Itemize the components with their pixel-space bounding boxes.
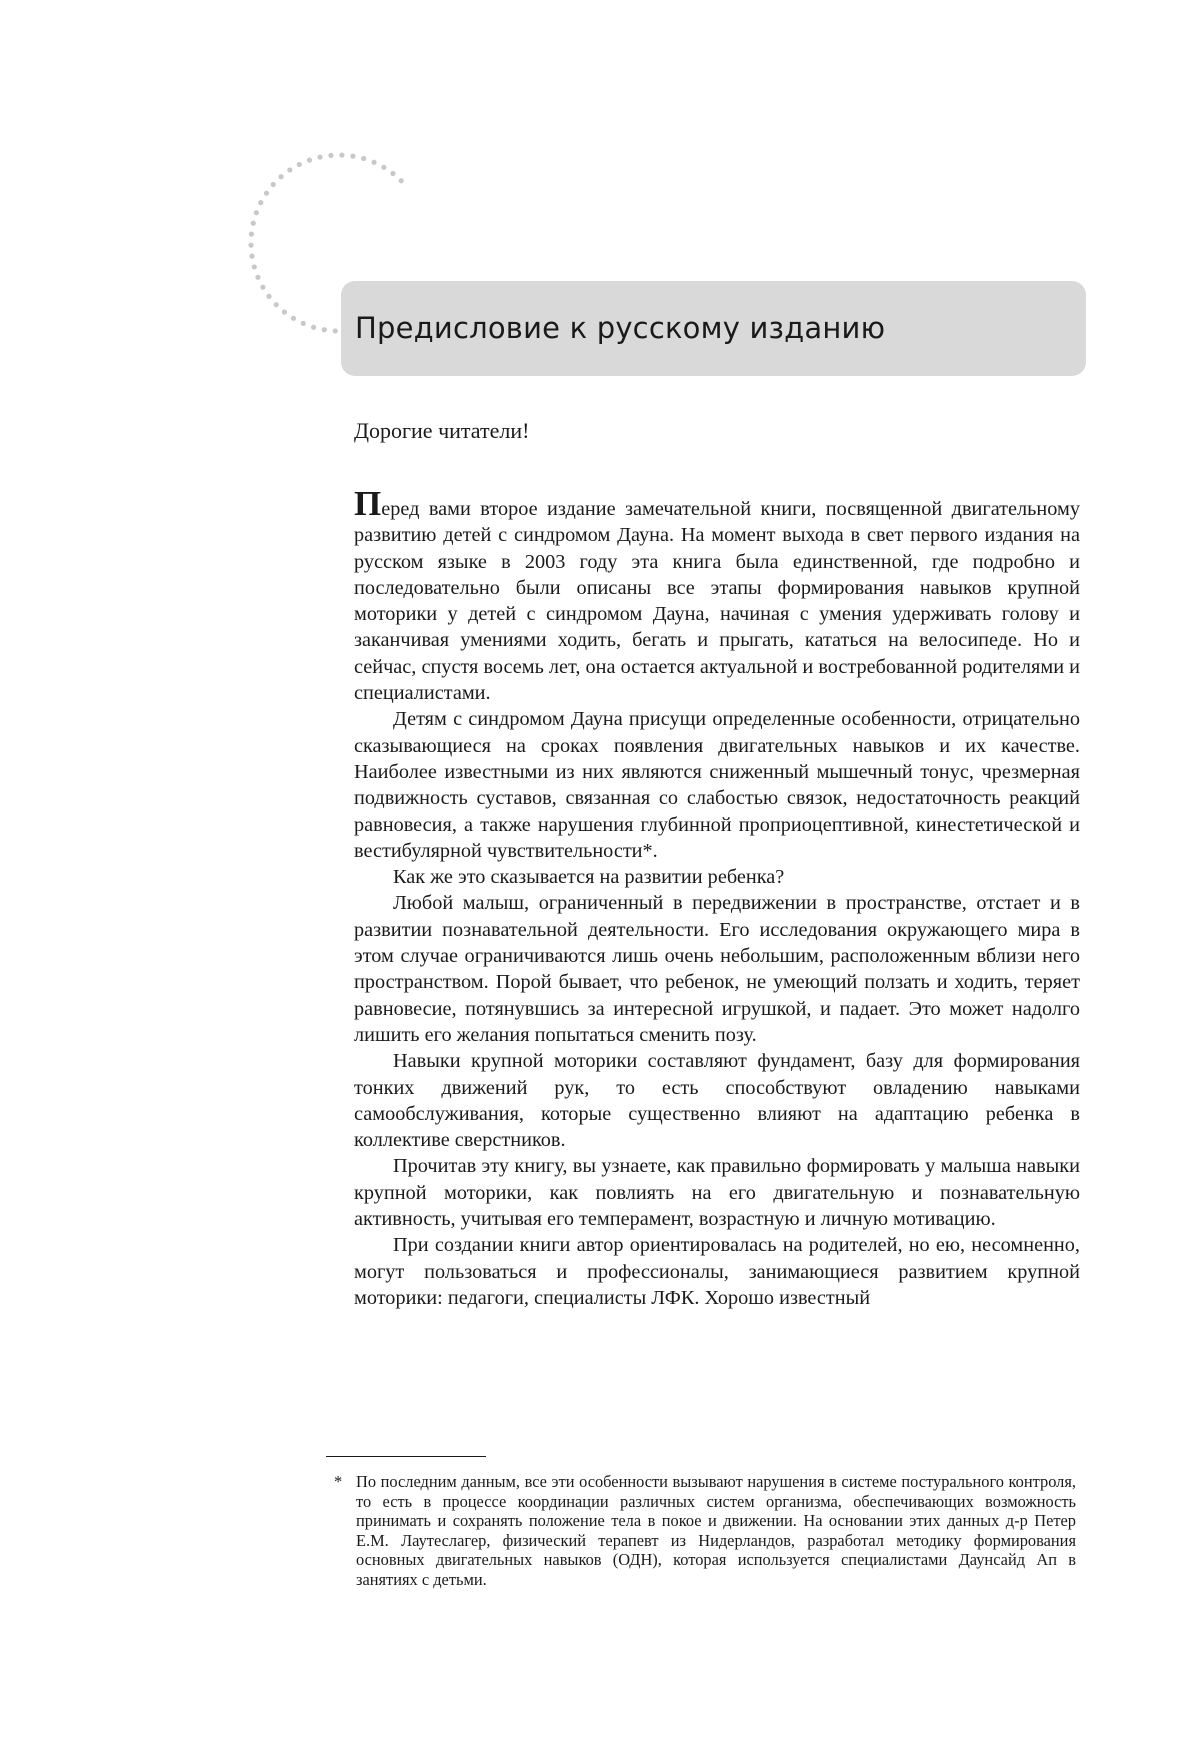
ring-dot <box>258 200 263 205</box>
ring-dot <box>249 232 254 237</box>
ring-dot <box>399 178 404 183</box>
ring-dot <box>311 325 316 330</box>
ring-dot <box>297 162 302 167</box>
footnote <box>334 1472 1076 1590</box>
paragraph-3: Как же это сказывается на развитии ребенка? <box>393 866 785 889</box>
ring-dot <box>255 275 260 280</box>
footnote-divider <box>326 1456 486 1457</box>
ring-dot <box>282 309 287 314</box>
paragraph-4: Любой малыш, ограниченный в передвижении в пространстве, отстает и в развитии познавательной деятельности. Его исследования окружающего мира в этом случае ограничиваются лишь очень небольшим, расположенным вблизи него пространством. Порой бывает, что ребенок, не умеющий ползать и ходить, теряет равновесие, потянувшись за интересной игрушкой, и падает. Это может надолго лишить его желания попытаться сменить позу. <box>354 892 1080 1046</box>
paragraph-5: Навыки крупной моторики составляют фундамент, базу для формирования тонких движений рук, то есть способствуют овладению навыками самообслуживания, которые существенно влияют на адаптацию ребенка в коллективе сверстников. <box>354 1050 1080 1152</box>
ring-dot <box>249 254 254 259</box>
ring-dot <box>350 154 355 159</box>
ring-dot <box>317 154 322 159</box>
ring-dot <box>333 328 338 333</box>
salutation: Дорогие читатели! <box>354 418 530 443</box>
ring-dot <box>251 221 256 226</box>
ring-dot <box>264 191 269 196</box>
title-banner <box>341 281 1086 376</box>
paragraph-2: Детям с синдромом Дауна присущи определенные особенности, отрицательно сказывающиеся на сроках появления двигательных навыков и их качестве. Наиболее известными из них являются сниженный мышечный тонус, чрезмерная подвижность суставов, связанная со слабостью связок, недостаточность реакций равновесия, а также нарушения глубинной проприоцептивной, кинестетической и вестибулярной чувствительности*. <box>354 708 1080 862</box>
page-title: Предисловие к русскому изданию <box>355 311 886 345</box>
ring-dot <box>307 158 312 163</box>
ring-dot <box>381 165 386 170</box>
ring-dot <box>248 243 253 248</box>
paragraph-7: При создании книги автор ориентировалась на родителей, но ею, несомненно, могут пользоваться и профессионалы, занимающиеся развитием крупной моторики: педагоги, специалисты ЛФК. Хорошо известный <box>354 1234 1080 1309</box>
ring-dot <box>274 302 279 307</box>
ring-dot <box>260 285 265 290</box>
paragraph-1 <box>354 484 1080 706</box>
drop-cap: П <box>354 484 382 523</box>
body-text <box>354 484 1080 1311</box>
ring-dot <box>390 171 395 176</box>
paragraph-1-text: еред вами второе издание замечательной книги, посвященной двигательному развитию детей с синдромом Дауна. На момент выхода в свет первого издания на русском языке в 2003 году эта книга была единственной, где подробно и последовательно были описаны все этапы формирования навыков крупной моторики у детей с синдромом Дауна, начиная с умения удерживать голову и заканчивая умениями ходить, бегать и прыгать, кататься на велосипеде. Но и сейчас, спустя восемь лет, она остается актуальной и востребованной родителями и специалистами. <box>354 498 1080 705</box>
ring-dot <box>339 152 344 157</box>
ring-dot <box>291 316 296 321</box>
ring-dot <box>252 264 257 269</box>
footnote-mark: * <box>334 1472 343 1491</box>
ring-dot <box>271 182 276 187</box>
ring-dot <box>328 153 333 158</box>
ring-dot <box>322 327 327 332</box>
footnote-text: По последним данным, все эти особенности вызывают нарушения в системе постурального контроля, то есть в процессе координации различных систем организма, обеспечивающих возможность принимать и сохранять положение тела в покое и движении. На основании этих данных д-р Петер Е.М. Лаутеслагер, физический терапевт из Нидерландов, разработал методику формирования основных двигательных навыков (ОДН), которая используется специалистами Даунсайд Ап в занятиях с детьми. <box>356 1472 1076 1589</box>
paragraph-6: Прочитав эту книгу, вы узнаете, как правильно формировать у малыша навыки крупной моторики, как повлиять на его двигательную и познавательную активность, учитывая его темперамент, возрастную и личную мотивацию. <box>354 1155 1080 1231</box>
ring-dot <box>254 210 259 215</box>
ring-dot <box>371 160 376 165</box>
ring-dot <box>361 156 366 161</box>
ring-dot <box>287 167 292 172</box>
ring-dot <box>266 294 271 299</box>
ring-dot <box>301 321 306 326</box>
ring-dot <box>278 174 283 179</box>
